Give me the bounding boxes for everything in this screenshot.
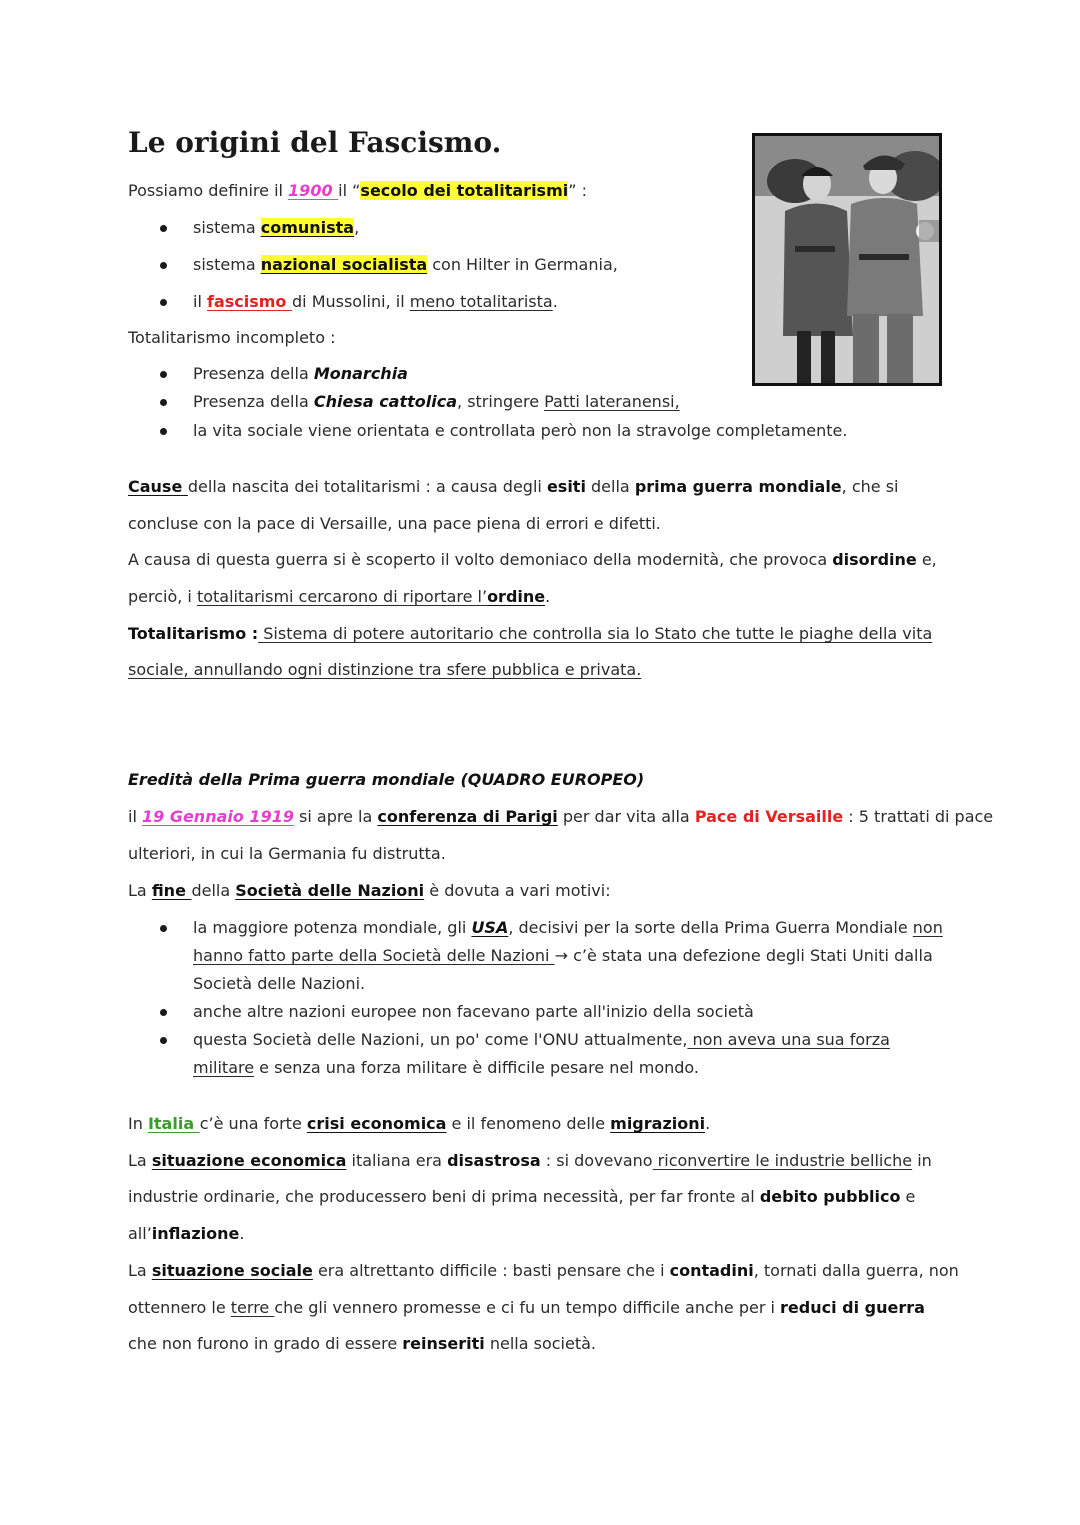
year-highlight: 1900 (288, 181, 339, 200)
italia-line-5: La situazione sociale era altrettanto difficile : basti pensare che i contadini, tornati dalla guerra, non (128, 1261, 959, 1280)
motivo-2: anche altre nazioni europee non facevano parte all'inizio della società (193, 1002, 754, 1021)
incomplete-item-1: Presenza della Monarchia (193, 364, 408, 383)
motivo-1-line-3: Società delle Nazioni. (193, 974, 366, 993)
system-item-2: sistema nazional socialista con Hilter in Germania, (193, 255, 618, 274)
highlight-phrase: secolo dei totalitarismi (360, 181, 569, 200)
bullet-icon (160, 299, 167, 306)
eredita-line-3: La fine della Società delle Nazioni è dovuta a vari motivi: (128, 881, 611, 900)
bullet-icon (160, 399, 167, 406)
cause-line-4: perciò, i totalitarismi cercarono di riportare l’ordine. (128, 587, 551, 606)
italia-line-1: In Italia c’è una forte crisi economica e il fenomeno delle migrazioni. (128, 1114, 711, 1133)
italia-line-6: ottennero le terre che gli vennero promesse e ci fu un tempo difficile anche per i reduci di guerra (128, 1298, 925, 1317)
historical-photo (752, 133, 942, 386)
bullet-icon (160, 925, 167, 932)
incomplete-item-3: la vita sociale viene orientata e controllata però non la stravolge completamente. (193, 421, 848, 440)
incomplete-heading: Totalitarismo incompleto : (128, 328, 336, 347)
eredita-line-2: ulteriori, in cui la Germania fu distrutta. (128, 844, 446, 863)
cause-line-1: Cause della nascita dei totalitarismi : a causa degli esiti della prima guerra mondiale, che si (128, 477, 899, 496)
photo-illustration (755, 136, 939, 383)
bullet-icon (160, 1037, 167, 1044)
italia-line-2: La situazione economica italiana era disastrosa : si dovevano riconvertire le industrie belliche in (128, 1151, 932, 1170)
italia-line-4: all’inflazione. (128, 1224, 245, 1243)
bullet-icon (160, 371, 167, 378)
cause-line-3: A causa di questa guerra si è scoperto il volto demoniaco della modernità, che provoca disordine e, (128, 550, 937, 569)
intro-line: Possiamo definire il 1900 il “secolo dei totalitarismi” : (128, 181, 587, 200)
bullet-icon (160, 1009, 167, 1016)
definition-line-2: sociale, annullando ogni distinzione tra sfere pubblica e privata. (128, 660, 642, 679)
eredita-line-1: il 19 Gennaio 1919 si apre la conferenza di Parigi per dar vita alla Pace di Versaille : 5 trattati di pace (128, 807, 994, 826)
bullet-icon (160, 262, 167, 269)
bullet-icon (160, 428, 167, 435)
motivo-3-line-1: questa Società delle Nazioni, un po' come l'ONU attualmente, non aveva una sua forza (193, 1030, 890, 1049)
cause-line-2: concluse con la pace di Versaille, una pace piena di errori e difetti. (128, 514, 661, 533)
bullet-icon (160, 225, 167, 232)
italia-line-3: industrie ordinarie, che producessero beni di prima necessità, per far fronte al debito pubblico e (128, 1187, 916, 1206)
page-title: Le origini del Fascismo. (128, 126, 502, 159)
eredita-heading: Eredità della Prima guerra mondiale (QUADRO EUROPEO) (128, 770, 645, 789)
italia-line-7: che non furono in grado di essere reinseriti nella società. (128, 1334, 597, 1353)
motivo-1-line-2: hanno fatto parte della Società delle Nazioni → c’è stata una defezione degli Stati Uniti dalla (193, 946, 933, 965)
incomplete-item-2: Presenza della Chiesa cattolica, stringere Patti lateranensi, (193, 392, 680, 411)
system-item-1: sistema comunista, (193, 218, 360, 237)
motivo-1-line-1: la maggiore potenza mondiale, gli USA, decisivi per la sorte della Prima Guerra Mondiale non (193, 918, 943, 937)
motivo-3-line-2: militare e senza una forza militare è difficile pesare nel mondo. (193, 1058, 700, 1077)
system-item-3: il fascismo di Mussolini, il meno totalitarista. (193, 292, 558, 311)
definition-line-1: Totalitarismo : Sistema di potere autoritario che controlla sia lo Stato che tutte le piaghe della vita (128, 624, 933, 643)
